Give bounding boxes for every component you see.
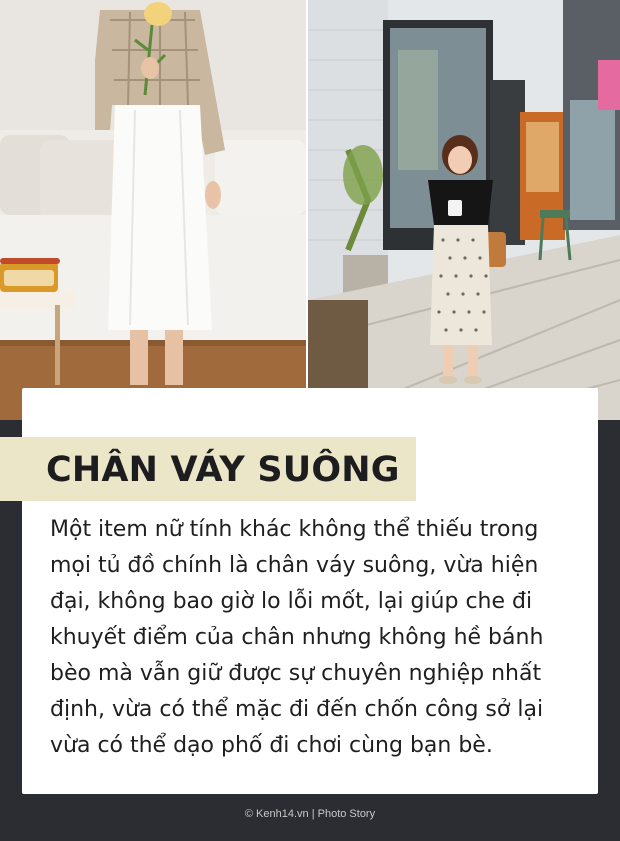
photo-row [0, 0, 620, 420]
section-title: CHÂN VÁY SUÔNG [46, 450, 400, 490]
photo-polka-skirt [308, 0, 620, 420]
article-body: Một item nữ tính khác không thể thiếu trong mọi tủ đồ chính là chân váy suông, vừa hiện đại, không bao giờ lo lỗi mốt, lại giúp che đi khuyết điểm của chân nhưng không hề bánh bèo mà vẫn giữ được sự chuyên nghiệp nhất định, vừa có thể mặc đi đến chốn công sở lại vừa có thể dạo phố đi chơi cùng bạn bè. [50, 517, 544, 758]
footer-credit: © Kenh14.vn | Photo Story [244, 808, 376, 820]
photo-white-skirt [0, 0, 306, 420]
